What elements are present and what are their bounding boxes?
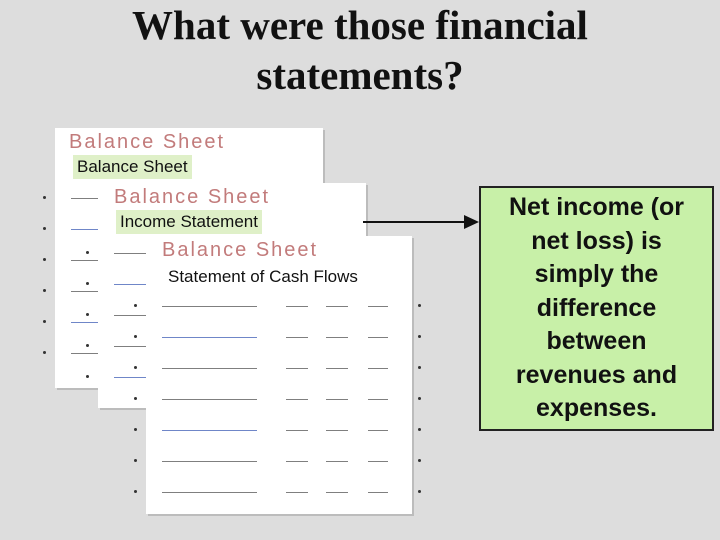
sheet-heading-ghost: Balance Sheet	[162, 239, 319, 261]
cash-flows-label: Statement of Cash Flows	[164, 265, 362, 289]
net-income-callout	[479, 186, 714, 431]
callout-text: Net income (or net loss) is simply the difference between revenues and expenses.	[508, 193, 685, 423]
balance-sheet-label: Balance Sheet	[73, 155, 192, 179]
title-line-1: What were those financial	[132, 2, 588, 48]
income-statement-label: Income Statement	[116, 210, 262, 234]
title-line-2: statements?	[256, 52, 464, 98]
sheet-heading-ghost: Balance Sheet	[114, 186, 271, 208]
sheet-heading-ghost: Balance Sheet	[69, 131, 226, 153]
